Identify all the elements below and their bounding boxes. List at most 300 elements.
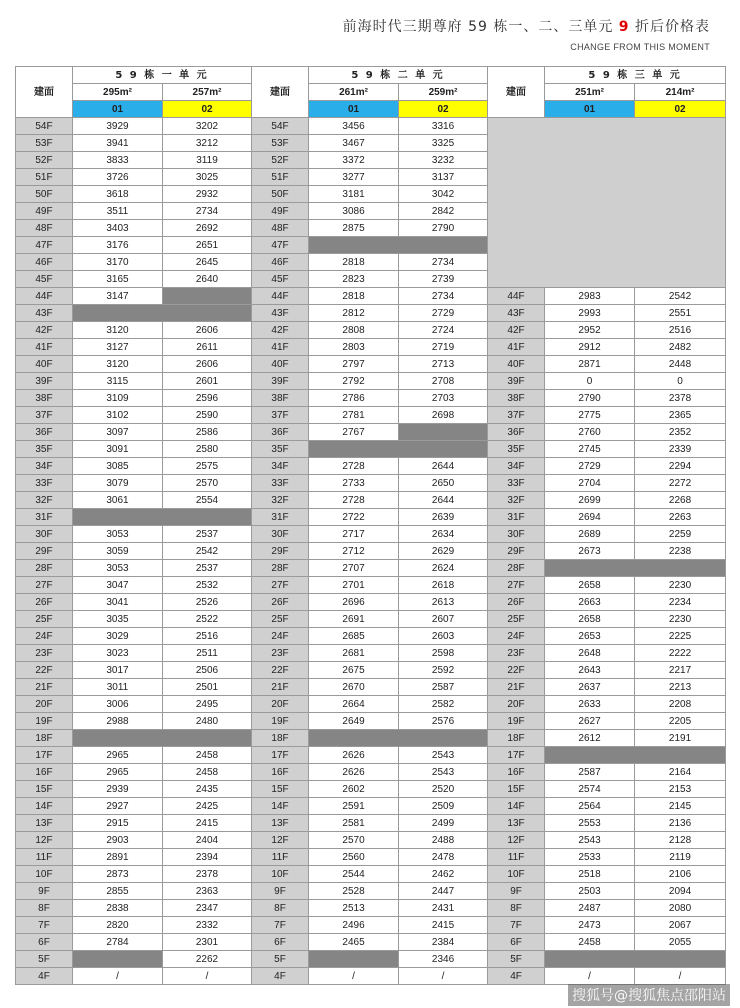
floor-cell: 21F bbox=[16, 679, 73, 696]
price-cell: 3035 bbox=[73, 611, 163, 628]
price-cell: 2875 bbox=[309, 220, 399, 237]
floor-cell: 53F bbox=[252, 135, 309, 152]
price-cell: 2378 bbox=[635, 390, 726, 407]
price-cell: 2633 bbox=[545, 696, 635, 713]
unavailable-cell bbox=[309, 237, 488, 254]
price-cell: 2592 bbox=[399, 662, 488, 679]
price-cell: 2722 bbox=[309, 509, 399, 526]
price-cell: 2346 bbox=[399, 951, 488, 968]
floor-cell: 42F bbox=[488, 322, 545, 339]
floor-cell: 27F bbox=[16, 577, 73, 594]
price-cell: 2496 bbox=[309, 917, 399, 934]
floor-cell: 5F bbox=[16, 951, 73, 968]
floor-cell: 49F bbox=[16, 203, 73, 220]
price-cell: 3147 bbox=[73, 288, 163, 305]
table-row bbox=[16, 730, 726, 747]
price-cell: 2363 bbox=[163, 883, 252, 900]
price-cell: 2612 bbox=[545, 730, 635, 747]
floor-cell: 35F bbox=[488, 441, 545, 458]
price-cell: 2230 bbox=[635, 577, 726, 594]
floor-cell: 24F bbox=[16, 628, 73, 645]
floor-cell: 41F bbox=[16, 339, 73, 356]
floor-cell: 37F bbox=[488, 407, 545, 424]
price-cell: 2431 bbox=[399, 900, 488, 917]
price-cell: 2818 bbox=[309, 254, 399, 271]
floor-cell: 7F bbox=[252, 917, 309, 934]
price-cell: 2713 bbox=[399, 356, 488, 373]
price-cell: 2339 bbox=[635, 441, 726, 458]
unavailable-cell bbox=[309, 951, 399, 968]
price-cell: 2522 bbox=[163, 611, 252, 628]
price-cell: 2191 bbox=[635, 730, 726, 747]
price-cell: 2415 bbox=[163, 815, 252, 832]
price-cell: / bbox=[635, 968, 726, 985]
floor-cell: 7F bbox=[16, 917, 73, 934]
price-cell: 2528 bbox=[309, 883, 399, 900]
price-cell: 2673 bbox=[545, 543, 635, 560]
table-row bbox=[16, 492, 726, 509]
price-cell: 2651 bbox=[163, 237, 252, 254]
floor-cell: 27F bbox=[252, 577, 309, 594]
floor-cell: 19F bbox=[16, 713, 73, 730]
price-cell: 2136 bbox=[635, 815, 726, 832]
floor-cell: 28F bbox=[16, 560, 73, 577]
price-cell: 3232 bbox=[399, 152, 488, 169]
price-cell: 2404 bbox=[163, 832, 252, 849]
price-cell: 3181 bbox=[309, 186, 399, 203]
price-cell: 2537 bbox=[163, 560, 252, 577]
page-subtitle: CHANGE FROM THIS MOMENT bbox=[570, 42, 710, 52]
floor-cell: 14F bbox=[488, 798, 545, 815]
price-cell: 3212 bbox=[163, 135, 252, 152]
price-cell: 2704 bbox=[545, 475, 635, 492]
price-cell: 2606 bbox=[163, 356, 252, 373]
price-cell: 2664 bbox=[309, 696, 399, 713]
price-cell: 2447 bbox=[399, 883, 488, 900]
unavailable-cell bbox=[309, 441, 488, 458]
floor-cell: 18F bbox=[16, 730, 73, 747]
price-cell: 2648 bbox=[545, 645, 635, 662]
table-row bbox=[16, 560, 726, 577]
table-row bbox=[16, 526, 726, 543]
price-cell: 2626 bbox=[309, 764, 399, 781]
floor-cell: 8F bbox=[252, 900, 309, 917]
price-cell: 3102 bbox=[73, 407, 163, 424]
unavailable-cell bbox=[399, 424, 488, 441]
floor-cell: 23F bbox=[16, 645, 73, 662]
floor-cell: 54F bbox=[16, 118, 73, 135]
price-cell: 2516 bbox=[163, 628, 252, 645]
price-cell: 2425 bbox=[163, 798, 252, 815]
floor-cell: 36F bbox=[16, 424, 73, 441]
unavailable-cell bbox=[309, 730, 488, 747]
price-cell: 2611 bbox=[163, 339, 252, 356]
floor-cell: 12F bbox=[488, 832, 545, 849]
price-cell: 2734 bbox=[399, 254, 488, 271]
floor-cell: 29F bbox=[252, 543, 309, 560]
floor-cell: 27F bbox=[488, 577, 545, 594]
floor-cell: 43F bbox=[252, 305, 309, 322]
unavailable-cell bbox=[73, 951, 163, 968]
price-cell: 3929 bbox=[73, 118, 163, 135]
price-cell: 3091 bbox=[73, 441, 163, 458]
price-cell: 2681 bbox=[309, 645, 399, 662]
price-cell: 3120 bbox=[73, 356, 163, 373]
price-cell: 2553 bbox=[545, 815, 635, 832]
floor-cell: 32F bbox=[16, 492, 73, 509]
floor-column-header: 建面 bbox=[16, 67, 73, 118]
price-cell: 2698 bbox=[399, 407, 488, 424]
price-cell: 2775 bbox=[545, 407, 635, 424]
floor-cell: 9F bbox=[488, 883, 545, 900]
price-cell: 2873 bbox=[73, 866, 163, 883]
price-cell: 2128 bbox=[635, 832, 726, 849]
table-row bbox=[16, 713, 726, 730]
floor-cell: 15F bbox=[252, 781, 309, 798]
price-cell: 2703 bbox=[399, 390, 488, 407]
price-cell: 3115 bbox=[73, 373, 163, 390]
price-cell: 3176 bbox=[73, 237, 163, 254]
price-cell: 2855 bbox=[73, 883, 163, 900]
price-cell: 2554 bbox=[163, 492, 252, 509]
discount-highlight: 9 bbox=[618, 19, 630, 35]
price-cell: 2537 bbox=[163, 526, 252, 543]
floor-cell: 25F bbox=[252, 611, 309, 628]
floor-cell: 21F bbox=[252, 679, 309, 696]
floor-cell: 6F bbox=[488, 934, 545, 951]
floor-cell: 23F bbox=[252, 645, 309, 662]
floor-cell: 33F bbox=[16, 475, 73, 492]
floor-cell: 38F bbox=[16, 390, 73, 407]
price-cell: 2542 bbox=[635, 288, 726, 305]
price-cell: 2696 bbox=[309, 594, 399, 611]
price-cell: 3467 bbox=[309, 135, 399, 152]
price-cell: 2378 bbox=[163, 866, 252, 883]
price-cell: 2230 bbox=[635, 611, 726, 628]
price-cell: 2263 bbox=[635, 509, 726, 526]
price-cell: 2222 bbox=[635, 645, 726, 662]
floor-cell: 20F bbox=[488, 696, 545, 713]
unit-code: 02 bbox=[399, 101, 488, 118]
floor-cell: 43F bbox=[488, 305, 545, 322]
price-cell: 2516 bbox=[635, 322, 726, 339]
table-row bbox=[16, 798, 726, 815]
price-cell: 3023 bbox=[73, 645, 163, 662]
floor-cell: 6F bbox=[16, 934, 73, 951]
price-cell: 2728 bbox=[309, 458, 399, 475]
price-cell: 2394 bbox=[163, 849, 252, 866]
price-cell: 2607 bbox=[399, 611, 488, 628]
price-cell: 2145 bbox=[635, 798, 726, 815]
floor-cell: 8F bbox=[16, 900, 73, 917]
price-cell: 2067 bbox=[635, 917, 726, 934]
price-cell: 3511 bbox=[73, 203, 163, 220]
price-cell: 2570 bbox=[309, 832, 399, 849]
price-cell: 2712 bbox=[309, 543, 399, 560]
price-cell: 3011 bbox=[73, 679, 163, 696]
floor-cell: 10F bbox=[252, 866, 309, 883]
floor-cell: 17F bbox=[16, 747, 73, 764]
price-cell: 2462 bbox=[399, 866, 488, 883]
price-cell: 2587 bbox=[399, 679, 488, 696]
price-cell: 2927 bbox=[73, 798, 163, 815]
price-cell: 2823 bbox=[309, 271, 399, 288]
table-row bbox=[16, 832, 726, 849]
unit-code: 01 bbox=[309, 101, 399, 118]
header-row-unit-code bbox=[16, 101, 726, 118]
price-table-body bbox=[16, 118, 726, 985]
table-row bbox=[16, 934, 726, 951]
floor-cell: 11F bbox=[488, 849, 545, 866]
table-row bbox=[16, 577, 726, 594]
floor-cell: 50F bbox=[16, 186, 73, 203]
price-cell: 2781 bbox=[309, 407, 399, 424]
price-cell: 2415 bbox=[399, 917, 488, 934]
price-cell: 2352 bbox=[635, 424, 726, 441]
table-row bbox=[16, 968, 726, 985]
price-cell: 2365 bbox=[635, 407, 726, 424]
price-cell: 2205 bbox=[635, 713, 726, 730]
floor-cell: 53F bbox=[16, 135, 73, 152]
unit-code: 02 bbox=[163, 101, 252, 118]
floor-cell: 32F bbox=[252, 492, 309, 509]
price-cell: 2739 bbox=[399, 271, 488, 288]
price-cell: 2499 bbox=[399, 815, 488, 832]
price-cell: 3029 bbox=[73, 628, 163, 645]
table-row bbox=[16, 645, 726, 662]
price-cell: 2745 bbox=[545, 441, 635, 458]
floor-cell: 38F bbox=[488, 390, 545, 407]
price-cell: 3325 bbox=[399, 135, 488, 152]
price-cell: 2640 bbox=[163, 271, 252, 288]
price-cell: 3017 bbox=[73, 662, 163, 679]
price-cell: 2618 bbox=[399, 577, 488, 594]
price-cell: 2719 bbox=[399, 339, 488, 356]
floor-cell: 10F bbox=[488, 866, 545, 883]
price-cell: 2153 bbox=[635, 781, 726, 798]
price-cell: 2543 bbox=[399, 747, 488, 764]
price-cell: 2653 bbox=[545, 628, 635, 645]
unavailable-cell bbox=[73, 509, 252, 526]
price-cell: 2838 bbox=[73, 900, 163, 917]
table-row bbox=[16, 815, 726, 832]
table-row bbox=[16, 747, 726, 764]
unit-area: 214m² bbox=[635, 84, 726, 101]
price-cell: 2094 bbox=[635, 883, 726, 900]
floor-cell: 47F bbox=[252, 237, 309, 254]
price-cell: 3119 bbox=[163, 152, 252, 169]
unit-area: 251m² bbox=[545, 84, 635, 101]
price-cell: 3726 bbox=[73, 169, 163, 186]
price-cell: 2503 bbox=[545, 883, 635, 900]
unit-code: 01 bbox=[73, 101, 163, 118]
price-cell: 3277 bbox=[309, 169, 399, 186]
price-cell: 2784 bbox=[73, 934, 163, 951]
price-cell: 2790 bbox=[399, 220, 488, 237]
price-cell: 3137 bbox=[399, 169, 488, 186]
floor-cell: 5F bbox=[252, 951, 309, 968]
price-cell: 2993 bbox=[545, 305, 635, 322]
price-cell: 2551 bbox=[635, 305, 726, 322]
price-cell: 2598 bbox=[399, 645, 488, 662]
price-cell: 2543 bbox=[545, 832, 635, 849]
price-cell: 2792 bbox=[309, 373, 399, 390]
price-cell: 2699 bbox=[545, 492, 635, 509]
page-title: 前海时代三期尊府 59 栋一、二、三单元 9 折后价格表 bbox=[342, 19, 710, 35]
floor-cell: 33F bbox=[252, 475, 309, 492]
price-cell: 2458 bbox=[545, 934, 635, 951]
price-cell: 2624 bbox=[399, 560, 488, 577]
floor-cell: 15F bbox=[488, 781, 545, 798]
price-cell: / bbox=[309, 968, 399, 985]
price-cell: 2532 bbox=[163, 577, 252, 594]
floor-cell: 16F bbox=[16, 764, 73, 781]
floor-cell: 13F bbox=[16, 815, 73, 832]
price-cell: 3025 bbox=[163, 169, 252, 186]
price-cell: / bbox=[73, 968, 163, 985]
price-cell: 2119 bbox=[635, 849, 726, 866]
floor-cell: 45F bbox=[16, 271, 73, 288]
unit-area: 261m² bbox=[309, 84, 399, 101]
floor-cell: 51F bbox=[252, 169, 309, 186]
floor-cell: 41F bbox=[252, 339, 309, 356]
price-cell: 2590 bbox=[163, 407, 252, 424]
table-row bbox=[16, 866, 726, 883]
price-cell: 2478 bbox=[399, 849, 488, 866]
price-cell: 2903 bbox=[73, 832, 163, 849]
price-cell: 2520 bbox=[399, 781, 488, 798]
price-cell: 2570 bbox=[163, 475, 252, 492]
table-row bbox=[16, 118, 726, 135]
price-cell: 2294 bbox=[635, 458, 726, 475]
price-cell: 2708 bbox=[399, 373, 488, 390]
price-cell: 2689 bbox=[545, 526, 635, 543]
floor-cell: 6F bbox=[252, 934, 309, 951]
price-cell: 2164 bbox=[635, 764, 726, 781]
table-row bbox=[16, 288, 726, 305]
price-cell: 2217 bbox=[635, 662, 726, 679]
floor-cell: 34F bbox=[252, 458, 309, 475]
price-cell: 3042 bbox=[399, 186, 488, 203]
floor-cell: 29F bbox=[488, 543, 545, 560]
price-cell: 2511 bbox=[163, 645, 252, 662]
table-row bbox=[16, 373, 726, 390]
floor-cell: 33F bbox=[488, 475, 545, 492]
price-cell: 3059 bbox=[73, 543, 163, 560]
floor-cell: 31F bbox=[488, 509, 545, 526]
price-cell: 2675 bbox=[309, 662, 399, 679]
price-cell: 2724 bbox=[399, 322, 488, 339]
price-cell: 2213 bbox=[635, 679, 726, 696]
price-cell: 2643 bbox=[545, 662, 635, 679]
table-row bbox=[16, 900, 726, 917]
floor-cell: 20F bbox=[252, 696, 309, 713]
floor-cell: 26F bbox=[488, 594, 545, 611]
unit-code: 01 bbox=[545, 101, 635, 118]
empty-block bbox=[488, 118, 726, 288]
floor-cell: 18F bbox=[488, 730, 545, 747]
floor-cell: 23F bbox=[488, 645, 545, 662]
price-cell: 2574 bbox=[545, 781, 635, 798]
price-cell: 3079 bbox=[73, 475, 163, 492]
floor-cell: 19F bbox=[488, 713, 545, 730]
price-cell: 2603 bbox=[399, 628, 488, 645]
floor-column-header: 建面 bbox=[252, 67, 309, 118]
price-cell: 2786 bbox=[309, 390, 399, 407]
price-cell: 2691 bbox=[309, 611, 399, 628]
price-cell: 2055 bbox=[635, 934, 726, 951]
price-cell: 3316 bbox=[399, 118, 488, 135]
price-cell: 3120 bbox=[73, 322, 163, 339]
price-cell: 2208 bbox=[635, 696, 726, 713]
floor-cell: 28F bbox=[252, 560, 309, 577]
price-cell: 2734 bbox=[399, 288, 488, 305]
price-cell: 2458 bbox=[163, 764, 252, 781]
floor-cell: 46F bbox=[252, 254, 309, 271]
price-cell: 2080 bbox=[635, 900, 726, 917]
price-cell: 2601 bbox=[163, 373, 252, 390]
floor-cell: 18F bbox=[252, 730, 309, 747]
price-cell: 2518 bbox=[545, 866, 635, 883]
floor-cell: 34F bbox=[488, 458, 545, 475]
price-cell: 2509 bbox=[399, 798, 488, 815]
price-cell: 2465 bbox=[309, 934, 399, 951]
price-cell: 2812 bbox=[309, 305, 399, 322]
price-cell: 3086 bbox=[309, 203, 399, 220]
price-cell: 2733 bbox=[309, 475, 399, 492]
price-cell: 2234 bbox=[635, 594, 726, 611]
table-row bbox=[16, 424, 726, 441]
price-cell: 2587 bbox=[545, 764, 635, 781]
floor-cell: 28F bbox=[488, 560, 545, 577]
floor-cell: 13F bbox=[252, 815, 309, 832]
price-table bbox=[15, 66, 726, 985]
price-cell: 2644 bbox=[399, 492, 488, 509]
floor-cell: 30F bbox=[252, 526, 309, 543]
floor-cell: 26F bbox=[252, 594, 309, 611]
price-cell: 2596 bbox=[163, 390, 252, 407]
table-row bbox=[16, 628, 726, 645]
floor-cell: 44F bbox=[16, 288, 73, 305]
floor-cell: 22F bbox=[16, 662, 73, 679]
price-cell: / bbox=[163, 968, 252, 985]
floor-cell: 9F bbox=[16, 883, 73, 900]
price-cell: 2501 bbox=[163, 679, 252, 696]
floor-cell: 34F bbox=[16, 458, 73, 475]
price-cell: 2238 bbox=[635, 543, 726, 560]
price-cell: 2272 bbox=[635, 475, 726, 492]
unavailable-cell bbox=[545, 560, 726, 577]
floor-cell: 4F bbox=[16, 968, 73, 985]
price-cell: 2581 bbox=[309, 815, 399, 832]
building-1-header: 5 9 栋 一 单 元 bbox=[73, 67, 252, 84]
price-cell: 2106 bbox=[635, 866, 726, 883]
price-cell: 2988 bbox=[73, 713, 163, 730]
floor-cell: 52F bbox=[16, 152, 73, 169]
floor-cell: 44F bbox=[252, 288, 309, 305]
price-cell: 3127 bbox=[73, 339, 163, 356]
price-cell: 2526 bbox=[163, 594, 252, 611]
price-cell: 2482 bbox=[635, 339, 726, 356]
price-cell: 3165 bbox=[73, 271, 163, 288]
floor-cell: 21F bbox=[488, 679, 545, 696]
price-cell: 0 bbox=[635, 373, 726, 390]
price-cell: 2225 bbox=[635, 628, 726, 645]
price-cell: 2701 bbox=[309, 577, 399, 594]
header-row-building bbox=[16, 67, 726, 84]
price-cell: 2650 bbox=[399, 475, 488, 492]
floor-cell: 40F bbox=[488, 356, 545, 373]
